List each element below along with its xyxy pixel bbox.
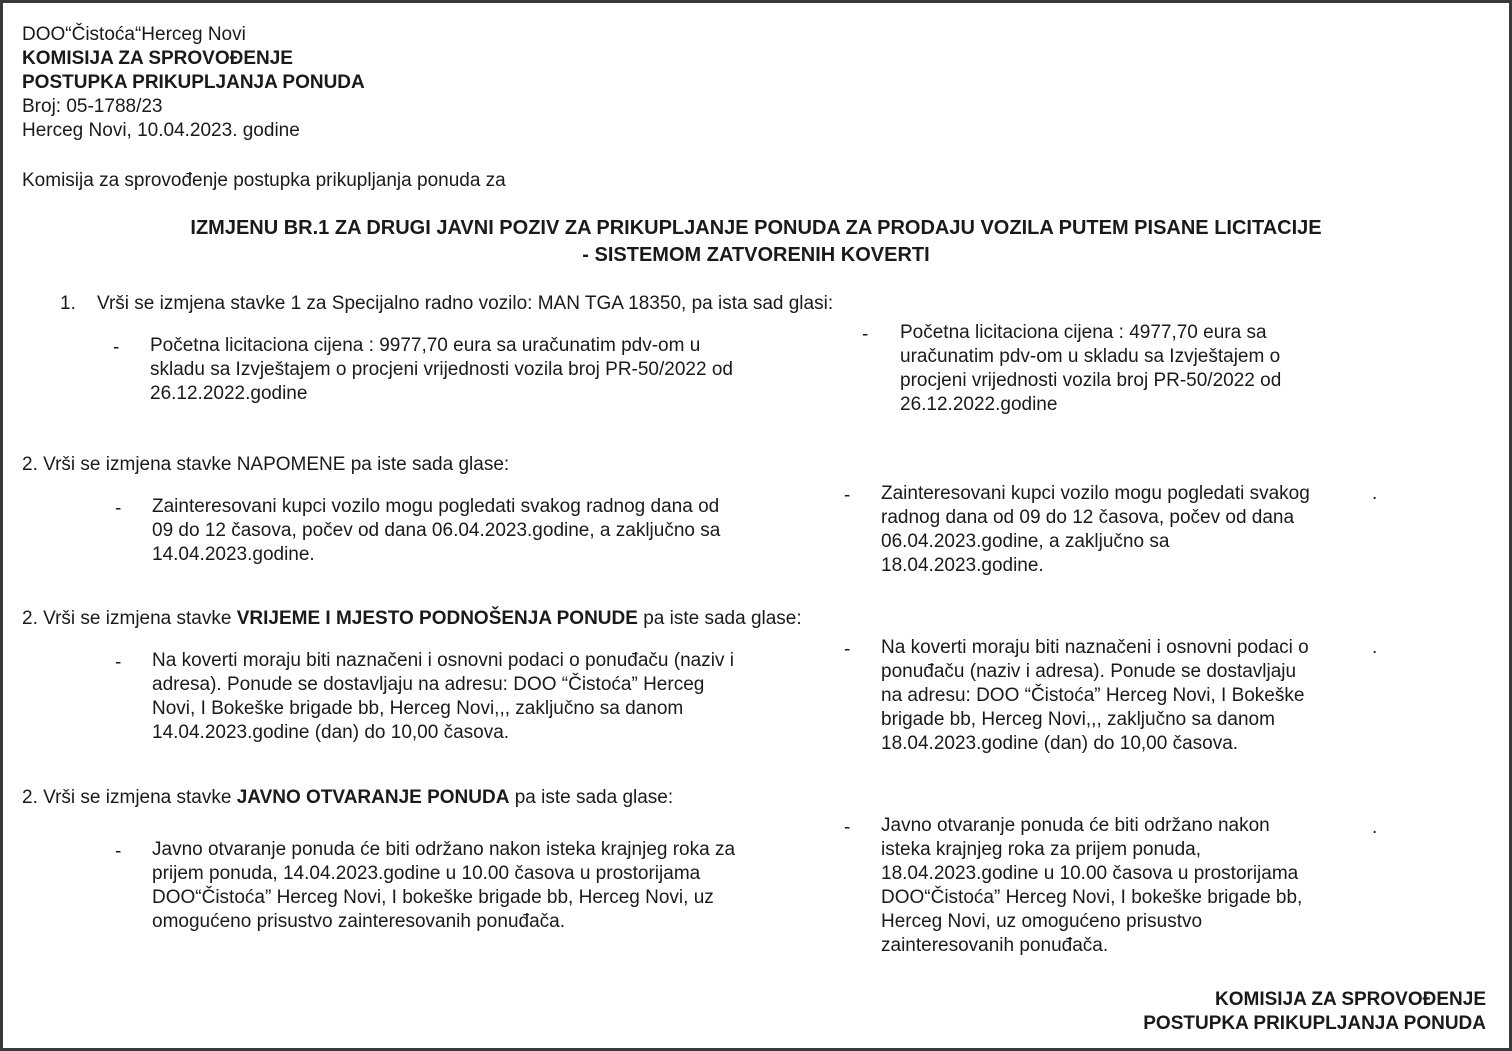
document-title-line-2: - SISTEMOM ZATVORENIH KOVERTI [582, 244, 930, 266]
section-1-heading: Vrši se izmjena stavke 1 za Specijalno radno vozilo: MAN TGA 18350, pa ista sad glasi: [97, 293, 834, 314]
document-number: Broj: 05-1788/23 [22, 96, 163, 117]
section-2-new-dash: - [844, 485, 851, 506]
section-1-new-line-2: uračunatim pdv-om u skladu sa Izvještajem o [900, 346, 1281, 367]
section-2-heading: 2. Vrši se izmjena stavke NAPOMENE pa iste sada glase: [22, 454, 510, 475]
section-4-new-line-6: zainteresovanih ponuđača. [881, 935, 1109, 956]
section-4-new-line-3: 18.04.2023.godine u 10.00 časova u prostorijama [881, 863, 1299, 884]
section-1-old-line-1: Početna licitaciona cijena : 9977,70 eura sa uračunatim pdv-om u [150, 335, 701, 356]
section-2-old-line-1: Zainteresovani kupci vozilo mogu pogledati svakog radnog dana od [152, 496, 720, 517]
section-4-old-dash: - [115, 841, 122, 862]
section-1-new-line-4: 26.12.2022.godine [900, 394, 1058, 415]
commission-line-2: POSTUPKA PRIKUPLJANJA PONUDA [22, 72, 365, 93]
section-3-new-line-4: brigade bb, Herceg Novi,,, zaključno sa danom [881, 709, 1275, 730]
section-1-new-line-3: procjeni vrijednosti vozila broj PR-50/2022 od [900, 370, 1282, 391]
section-2-dot: . [1372, 483, 1378, 504]
section-4-old-line-4: omogućeno prisustvo zainteresovanih ponuđača. [152, 911, 565, 932]
section-3-new-line-2: ponuđaču (naziv i adresa). Ponude se dostavljaju [881, 661, 1297, 682]
section-3-new-dash: - [844, 639, 851, 660]
section-1-new-dash: - [862, 324, 869, 345]
section-4-new-line-1: Javno otvaranje ponuda će biti održano nakon [881, 815, 1270, 836]
section-1-old-line-2: skladu sa Izvještajem o procjeni vrijednosti vozila broj PR-50/2022 od [150, 359, 733, 380]
section-2-new-line-3: 06.04.2023.godine, a zaključno sa [881, 531, 1170, 552]
place-date: Herceg Novi, 10.04.2023. godine [22, 120, 300, 141]
section-3-heading [22, 607, 802, 631]
section-3-old-line-4: 14.04.2023.godine (dan) do 10,00 časova. [152, 722, 510, 743]
section-4-old-line-3: DOO“Čistoća” Herceg Novi, I bokeške brigade bb, Herceg Novi, uz [152, 887, 714, 908]
section-4-heading-bold: JAVNO OTVARANJE PONUDA [236, 787, 510, 808]
section-2-new-line-1: Zainteresovani kupci vozilo mogu pogledati svakog [881, 483, 1310, 504]
section-4-old-line-1: Javno otvaranje ponuda će biti održano nakon isteka krajnjeg roka za [152, 839, 736, 860]
document-title-line-1: IZMJENU BR.1 ZA DRUGI JAVNI POZIV ZA PRIKUPLJANJE PONUDA ZA PRODAJU VOZILA PUTEM PISANE LICITACIJE [190, 217, 1322, 239]
section-3-old-line-1: Na koverti moraju biti naznačeni i osnovni podaci o ponuđaču (naziv i [152, 650, 734, 671]
section-1-old-dash: - [113, 337, 120, 358]
section-4-dot: . [1372, 817, 1378, 838]
section-2-old-line-3: 14.04.2023.godine. [152, 544, 315, 565]
section-2-old-dash: - [115, 498, 122, 519]
section-2-new-line-4: 18.04.2023.godine. [881, 555, 1044, 576]
section-3-new-line-5: 18.04.2023.godine (dan) do 10,00 časova. [881, 733, 1239, 754]
section-1-old-line-3: 26.12.2022.godine [150, 383, 308, 404]
section-2-new-line-2: radnog dana od 09 do 12 časova, počev od dana [881, 507, 1295, 528]
section-4-new-line-5: Herceg Novi, uz omogućeno prisustvo [881, 911, 1203, 932]
commission-line-1: KOMISIJA ZA SPROVOĐENJE [22, 48, 293, 69]
section-3-heading-pre: 2. Vrši se izmjena stavke [22, 608, 237, 629]
footer-line-1: KOMISIJA ZA SPROVOĐENJE [1215, 989, 1486, 1010]
section-4-new-line-2: isteka krajnjeg roka za prijem ponuda, [881, 839, 1202, 860]
section-3-heading-post: pa iste sada glase: [637, 608, 802, 629]
section-3-heading-bold: VRIJEME I MJESTO PODNOŠENJA PONUDE [236, 608, 638, 629]
section-4-new-dash: - [844, 817, 851, 838]
section-4-new-line-4: DOO“Čistoća” Herceg Novi, I bokeške brigade bb, [881, 887, 1303, 908]
section-4-old-line-2: prijem ponuda, 14.04.2023.godine u 10.00 časova u prostorijama [152, 863, 701, 884]
section-3-new-line-1: Na koverti moraju biti naznačeni i osnovni podaci o [881, 637, 1309, 658]
intro-text: Komisija za sprovođenje postupka prikupljanja ponuda za [22, 170, 506, 191]
section-1-number: 1. [60, 293, 76, 314]
section-3-old-line-3: Novi, I Bokeške brigade bb, Herceg Novi,,, zaključno sa danom [152, 698, 684, 719]
section-4-heading [22, 786, 673, 810]
section-2-old-line-2: 09 do 12 časova, počev od dana 06.04.2023.godine, a zaključno sa [152, 520, 721, 541]
section-3-new-line-3: na adresu: DOO “Čistoća” Herceg Novi, I Bokeške [881, 685, 1305, 706]
company-name: DOO“Čistoća“Herceg Novi [22, 24, 246, 45]
section-4-heading-pre: 2. Vrši se izmjena stavke [22, 787, 237, 808]
section-1-new-line-1: Početna licitaciona cijena : 4977,70 eura sa [900, 322, 1267, 343]
section-3-dot: . [1372, 637, 1378, 658]
section-3-old-dash: - [115, 652, 122, 673]
section-4-heading-post: pa iste sada glase: [509, 787, 674, 808]
section-3-old-line-2: adresa). Ponude se dostavljaju na adresu: DOO “Čistoća” Herceg [152, 674, 705, 695]
footer-line-2: POSTUPKA PRIKUPLJANJA PONUDA [1143, 1013, 1486, 1034]
